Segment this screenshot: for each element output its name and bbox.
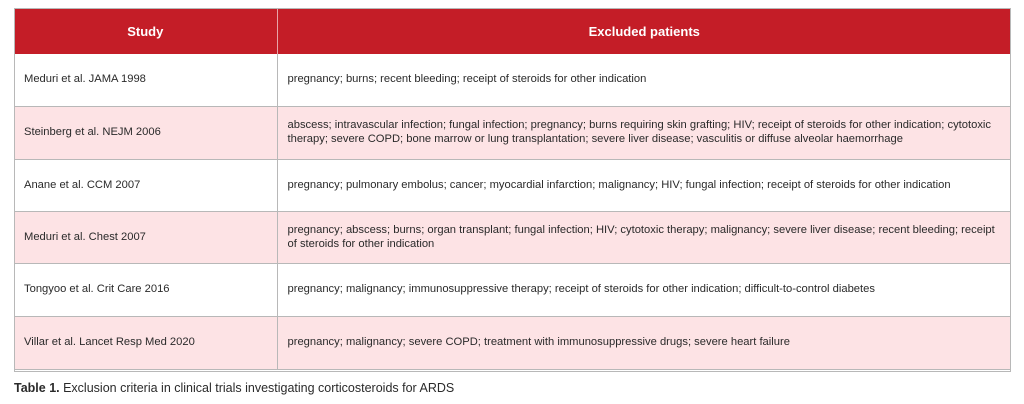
excluded-cell: pregnancy; abscess; burns; organ transplant; fungal infection; HIV; cytotoxic therapy; malignancy; severe liver disease; recent bleeding; receipt of steroids for other indication xyxy=(277,212,1011,264)
table-row xyxy=(14,264,1011,317)
table-row xyxy=(14,160,1011,212)
table-row xyxy=(14,317,1011,370)
table-header-row xyxy=(14,8,1011,54)
table-caption xyxy=(14,381,454,395)
exclusion-criteria-table-container xyxy=(14,8,1011,370)
table-row xyxy=(14,212,1011,264)
header-study: Study xyxy=(14,8,277,54)
excluded-cell: abscess; intravascular infection; fungal infection; pregnancy; burns requiring skin grafting; HIV; receipt of steroids for other indication; cytotoxic therapy; severe COPD; bone marrow or lung transplantation; severe liver disease; vasculitis or diffuse alveolar haemorrhage xyxy=(277,107,1011,160)
study-cell: Meduri et al. JAMA 1998 xyxy=(14,54,277,107)
study-cell: Anane et al. CCM 2007 xyxy=(14,160,277,212)
excluded-cell: pregnancy; pulmonary embolus; cancer; myocardial infarction; malignancy; HIV; fungal infection; receipt of steroids for other indication xyxy=(277,160,1011,212)
study-cell: Steinberg et al. NEJM 2006 xyxy=(14,107,277,160)
study-cell: Tongyoo et al. Crit Care 2016 xyxy=(14,264,277,317)
exclusion-criteria-table xyxy=(14,8,1011,370)
table-row xyxy=(14,54,1011,107)
excluded-cell: pregnancy; burns; recent bleeding; receipt of steroids for other indication xyxy=(277,54,1011,107)
caption-label: Table 1. xyxy=(14,381,60,395)
excluded-cell: pregnancy; malignancy; severe COPD; treatment with immunosuppressive drugs; severe heart failure xyxy=(277,317,1011,370)
study-cell: Meduri et al. Chest 2007 xyxy=(14,212,277,264)
caption-text: Exclusion criteria in clinical trials investigating corticosteroids for ARDS xyxy=(59,381,455,395)
table-row xyxy=(14,107,1011,160)
header-excluded-patients: Excluded patients xyxy=(277,8,1011,54)
study-cell: Villar et al. Lancet Resp Med 2020 xyxy=(14,317,277,370)
excluded-cell: pregnancy; malignancy; immunosuppressive therapy; receipt of steroids for other indication; difficult-to-control diabetes xyxy=(277,264,1011,317)
